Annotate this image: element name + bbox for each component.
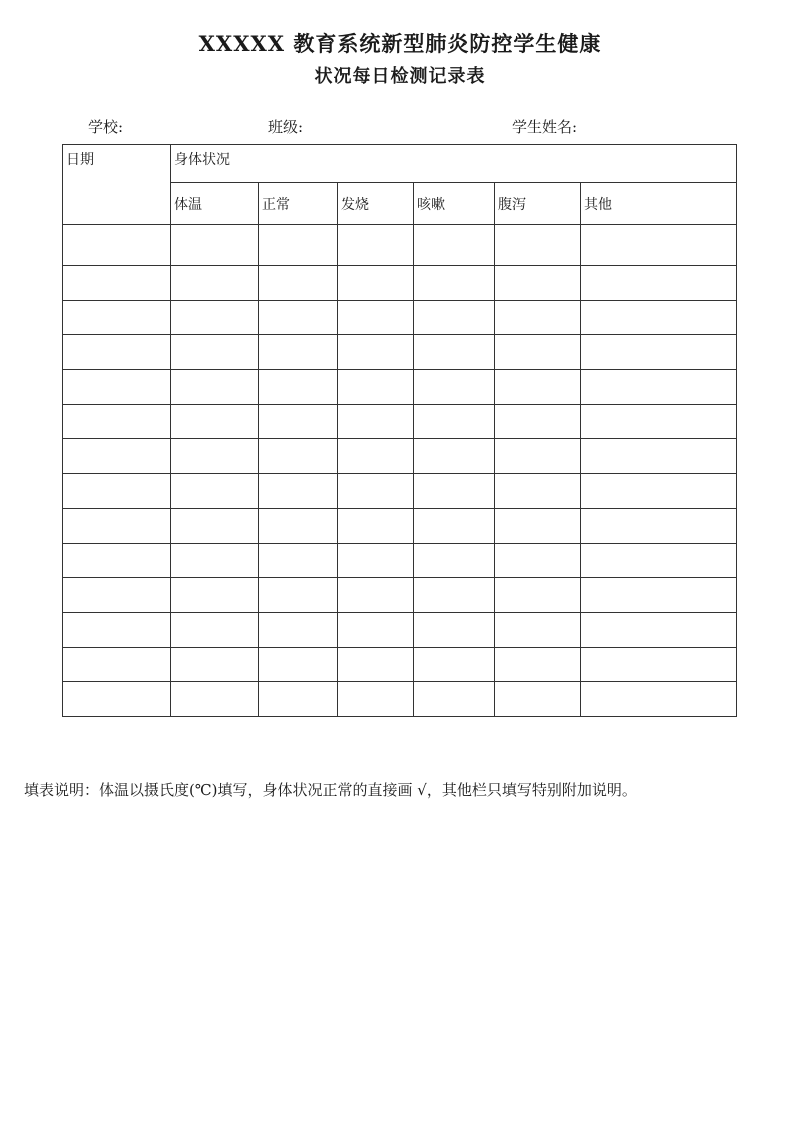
table-row — [63, 578, 737, 613]
class-label: 班级: — [268, 118, 304, 136]
cough-cell[interactable] — [414, 335, 495, 370]
other-cell[interactable] — [581, 225, 737, 266]
temperature-cell[interactable] — [171, 225, 259, 266]
student-name-label: 学生姓名: — [512, 118, 578, 136]
date-cell[interactable] — [63, 682, 171, 717]
cough-cell[interactable] — [414, 474, 495, 509]
cough-cell[interactable] — [414, 508, 495, 543]
normal-cell[interactable] — [259, 612, 338, 647]
date-cell[interactable] — [63, 370, 171, 405]
table-row — [63, 439, 737, 474]
temperature-cell[interactable] — [171, 266, 259, 301]
fever-cell[interactable] — [338, 266, 414, 301]
diarrhea-cell[interactable] — [495, 508, 581, 543]
diarrhea-cell[interactable] — [495, 225, 581, 266]
cough-cell[interactable] — [414, 225, 495, 266]
other-cell[interactable] — [581, 612, 737, 647]
normal-cell[interactable] — [259, 508, 338, 543]
normal-column-header: 正常 — [259, 183, 338, 225]
diarrhea-cell[interactable] — [495, 474, 581, 509]
fever-cell[interactable] — [338, 647, 414, 682]
other-cell[interactable] — [581, 474, 737, 509]
temperature-cell[interactable] — [171, 300, 259, 335]
date-cell[interactable] — [63, 266, 171, 301]
cough-cell[interactable] — [414, 370, 495, 405]
table-row — [63, 647, 737, 682]
normal-cell[interactable] — [259, 647, 338, 682]
other-cell[interactable] — [581, 404, 737, 439]
temperature-cell[interactable] — [171, 682, 259, 717]
temperature-cell[interactable] — [171, 335, 259, 370]
date-cell[interactable] — [63, 439, 171, 474]
date-cell[interactable] — [63, 508, 171, 543]
table-row — [63, 612, 737, 647]
other-cell[interactable] — [581, 578, 737, 613]
cough-cell[interactable] — [414, 266, 495, 301]
date-cell[interactable] — [63, 647, 171, 682]
date-cell[interactable] — [63, 225, 171, 266]
normal-cell[interactable] — [259, 266, 338, 301]
date-cell[interactable] — [63, 335, 171, 370]
normal-cell[interactable] — [259, 543, 338, 578]
cough-cell[interactable] — [414, 682, 495, 717]
temperature-cell[interactable] — [171, 647, 259, 682]
table-row — [63, 300, 737, 335]
date-column-header: 日期 — [63, 145, 171, 225]
temperature-cell[interactable] — [171, 543, 259, 578]
diarrhea-cell[interactable] — [495, 300, 581, 335]
record-rows — [63, 225, 737, 717]
cough-cell[interactable] — [414, 439, 495, 474]
fever-cell[interactable] — [338, 404, 414, 439]
table-row — [63, 225, 737, 266]
cough-cell[interactable] — [414, 578, 495, 613]
cough-cell[interactable] — [414, 404, 495, 439]
other-cell[interactable] — [581, 682, 737, 717]
form-instructions: 填表说明：体温以摄氏度(℃)填写，身体状况正常的直接画 √，其他栏只填写特别附加说明。 — [24, 781, 637, 799]
temperature-cell[interactable] — [171, 508, 259, 543]
fever-cell[interactable] — [338, 225, 414, 266]
fever-cell[interactable] — [338, 474, 414, 509]
other-cell[interactable] — [581, 543, 737, 578]
table-row — [63, 508, 737, 543]
date-cell[interactable] — [63, 404, 171, 439]
temperature-cell[interactable] — [171, 370, 259, 405]
health-status-header: 身体状况 — [171, 145, 737, 183]
other-cell[interactable] — [581, 300, 737, 335]
table-row — [63, 370, 737, 405]
other-cell[interactable] — [581, 508, 737, 543]
diarrhea-cell[interactable] — [495, 404, 581, 439]
fever-cell[interactable] — [338, 508, 414, 543]
diarrhea-cell[interactable] — [495, 682, 581, 717]
normal-cell[interactable] — [259, 404, 338, 439]
table-row — [63, 543, 737, 578]
fever-cell[interactable] — [338, 370, 414, 405]
fever-cell[interactable] — [338, 335, 414, 370]
diarrhea-cell[interactable] — [495, 578, 581, 613]
temperature-cell[interactable] — [171, 404, 259, 439]
normal-cell[interactable] — [259, 578, 338, 613]
other-cell[interactable] — [581, 370, 737, 405]
fever-column-header: 发烧 — [338, 183, 414, 225]
diarrhea-cell[interactable] — [495, 335, 581, 370]
table-row — [63, 266, 737, 301]
diarrhea-cell[interactable] — [495, 370, 581, 405]
date-cell[interactable] — [63, 612, 171, 647]
date-cell[interactable] — [63, 474, 171, 509]
cough-cell[interactable] — [414, 612, 495, 647]
diarrhea-cell[interactable] — [495, 647, 581, 682]
date-cell[interactable] — [63, 300, 171, 335]
normal-cell[interactable] — [259, 474, 338, 509]
fever-cell[interactable] — [338, 612, 414, 647]
date-cell[interactable] — [63, 578, 171, 613]
school-label: 学校: — [88, 118, 124, 136]
normal-cell[interactable] — [259, 225, 338, 266]
normal-cell[interactable] — [259, 335, 338, 370]
diarrhea-column-header: 腹泻 — [495, 183, 581, 225]
temperature-cell[interactable] — [171, 439, 259, 474]
normal-cell[interactable] — [259, 300, 338, 335]
temperature-column-header: 体温 — [171, 183, 259, 225]
normal-cell[interactable] — [259, 370, 338, 405]
table-row — [63, 682, 737, 717]
cough-cell[interactable] — [414, 543, 495, 578]
diarrhea-cell[interactable] — [495, 612, 581, 647]
cough-column-header: 咳嗽 — [414, 183, 495, 225]
cough-cell[interactable] — [414, 300, 495, 335]
diarrhea-cell[interactable] — [495, 543, 581, 578]
other-cell[interactable] — [581, 266, 737, 301]
form-title-line-2: 状况每日检测记录表 — [314, 66, 486, 87]
other-column-header: 其他 — [581, 183, 737, 225]
diarrhea-cell[interactable] — [495, 266, 581, 301]
normal-cell[interactable] — [259, 439, 338, 474]
fever-cell[interactable] — [338, 300, 414, 335]
fever-cell[interactable] — [338, 578, 414, 613]
health-record-table — [62, 144, 737, 717]
table-row — [63, 335, 737, 370]
other-cell[interactable] — [581, 335, 737, 370]
form-title-line-1: XXXXX 教育系统新型肺炎防控学生健康 — [198, 31, 602, 56]
cough-cell[interactable] — [414, 647, 495, 682]
normal-cell[interactable] — [259, 682, 338, 717]
table-row — [63, 404, 737, 439]
fever-cell[interactable] — [338, 439, 414, 474]
diarrhea-cell[interactable] — [495, 439, 581, 474]
temperature-cell[interactable] — [171, 474, 259, 509]
fever-cell[interactable] — [338, 543, 414, 578]
other-cell[interactable] — [581, 439, 737, 474]
fever-cell[interactable] — [338, 682, 414, 717]
other-cell[interactable] — [581, 647, 737, 682]
date-cell[interactable] — [63, 543, 171, 578]
temperature-cell[interactable] — [171, 612, 259, 647]
temperature-cell[interactable] — [171, 578, 259, 613]
table-row — [63, 474, 737, 509]
